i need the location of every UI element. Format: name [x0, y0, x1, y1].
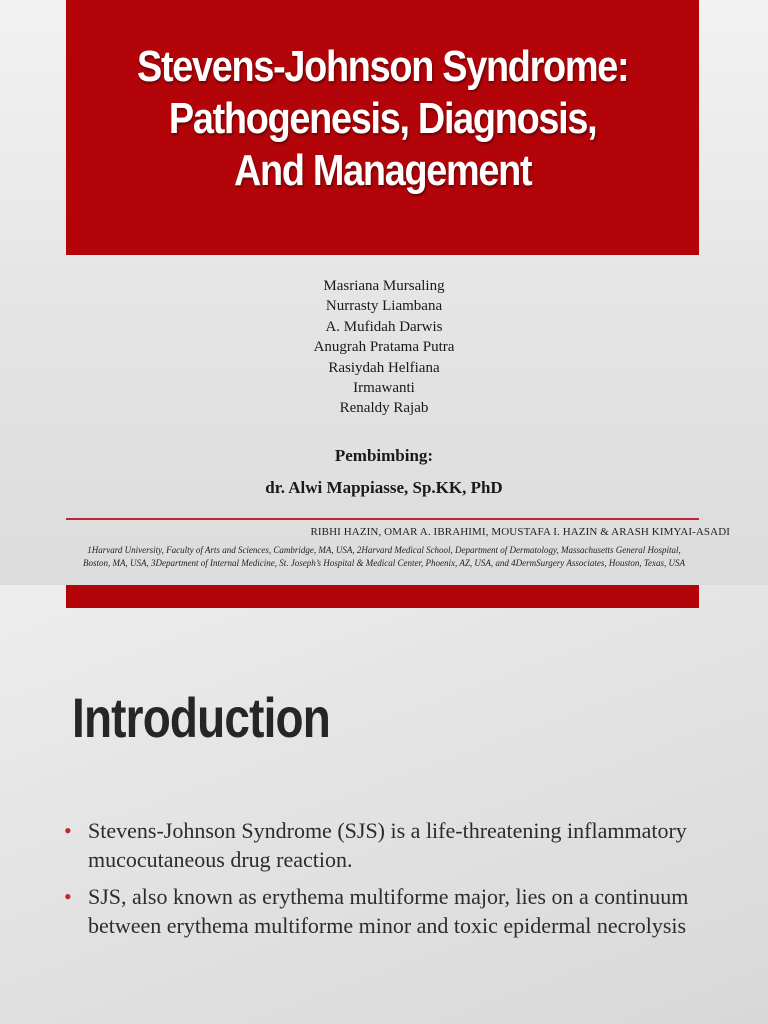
- bullet-text: Stevens-Johnson Syndrome (SJS) is a life-threatening inflammatory mucocutaneous drug reaction.: [88, 818, 687, 872]
- author-name: Anugrah Pratama Putra: [313, 339, 455, 356]
- bullet-dot-icon: •: [64, 884, 72, 909]
- author-name: Irmawanti: [353, 380, 415, 397]
- bullet-dot-icon: •: [64, 818, 72, 843]
- bullet-item: [64, 816, 704, 874]
- red-accent-bar: [66, 585, 699, 608]
- divider-line: [66, 518, 699, 520]
- introduction-slide: [0, 585, 768, 1024]
- bullet-item: [64, 882, 704, 940]
- bullet-list: [64, 816, 704, 948]
- bullet-text: SJS, also known as erythema multiforme major, lies on a continuum between erythema multiforme minor and toxic epidermal necrolysis: [88, 884, 689, 938]
- slide-heading: Introduction: [72, 686, 330, 749]
- affiliation-line: 1Harvard University, Faculty of Arts and Sciences, Cambridge, MA, USA, 2Harvard Medical School, Department of Dermatology, Massachusetts General Hospital,: [87, 545, 681, 555]
- author-name: Rasiydah Helfiana: [328, 359, 440, 376]
- supervisor-name: dr. Alwi Mappiasse, Sp.KK, PhD: [265, 478, 503, 497]
- author-name: Masriana Mursaling: [323, 278, 445, 294]
- author-name: A. Mufidah Darwis: [325, 318, 443, 335]
- author-list: [0, 276, 768, 419]
- slide-title: Stevens-Johnson Syndrome: Pathogenesis, Diagnosis, And Management: [136, 41, 629, 195]
- supervisor-label: Pembimbing:: [334, 446, 434, 465]
- reference-authors: RIBHI HAZIN, OMAR A. IBRAHIMI, MOUSTAFA I. HAZIN & ARASH KIMYAI-ASADI: [310, 526, 730, 538]
- title-banner: [66, 0, 699, 255]
- author-name: Renaldy Rajab: [339, 400, 429, 417]
- affiliation-line: Boston, MA, USA, 3Department of Internal Medicine, St. Joseph’s Hospital & Medical Center, Phoenix, AZ, USA, and 4DermSurgery Associates, Houston, Texas, USA: [82, 558, 685, 568]
- author-name: Nurrasty Liambana: [325, 298, 443, 315]
